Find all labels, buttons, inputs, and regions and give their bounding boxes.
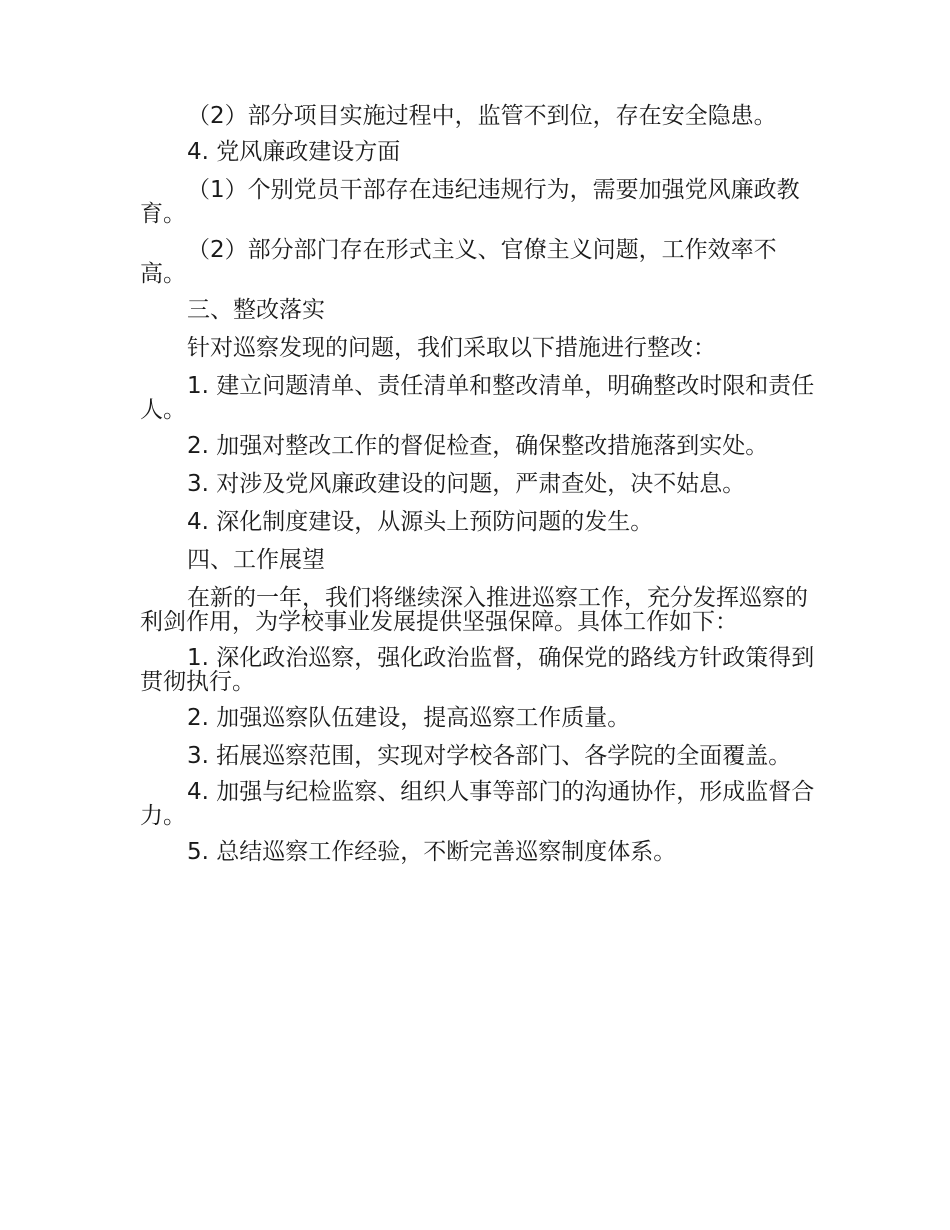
- paragraph-7: 1. 建立问题清单、责任清单和整改清单，明确整改时限和责任人。: [140, 373, 815, 423]
- paragraph-10: 4. 深化制度建设，从源头上预防问题的发生。: [187, 509, 654, 535]
- paragraph-14: 2. 加强巡察队伍建设，提高巡察工作质量。: [187, 705, 631, 731]
- paragraph-16: 4. 加强与纪检监察、组织人事等部门的沟通协作，形成监督合力。: [140, 779, 815, 829]
- document-body: [140, 104, 816, 878]
- paragraph-3: （1）个别党员干部存在违纪违规行为，需要加强党风廉政教育。: [140, 177, 800, 227]
- section-heading-party-conduct: 4. 党风廉政建设方面: [187, 139, 401, 165]
- paragraph-15: 3. 拓展巡察范围，实现对学校各部门、各学院的全面覆盖。: [187, 743, 792, 769]
- paragraph-12: 在新的一年，我们将继续深入推进巡察工作，充分发挥巡察的利剑作用，为学校事业发展提供坚强保障。具体工作如下：: [140, 585, 808, 635]
- paragraph-13: 1. 深化政治巡察，强化政治监督，确保党的路线方针政策得到贯彻执行。: [140, 645, 815, 695]
- section-heading-rectification: 三、整改落实: [187, 297, 325, 323]
- paragraph-9: 3. 对涉及党风廉政建设的问题，严肃查处，决不姑息。: [187, 471, 746, 497]
- paragraph-4: （2）部分部门存在形式主义、官僚主义问题，工作效率不高。: [140, 237, 777, 287]
- paragraph-8: 2. 加强对整改工作的督促检查，确保整改措施落到实处。: [187, 433, 769, 459]
- paragraph-6: 针对巡察发现的问题，我们采取以下措施进行整改：: [187, 335, 716, 361]
- paragraph-17: 5. 总结巡察工作经验，不断完善巡察制度体系。: [187, 839, 677, 865]
- paragraph-1: （2）部分项目实施过程中，监管不到位，存在安全隐患。: [187, 103, 777, 129]
- section-heading-outlook: 四、工作展望: [187, 547, 325, 573]
